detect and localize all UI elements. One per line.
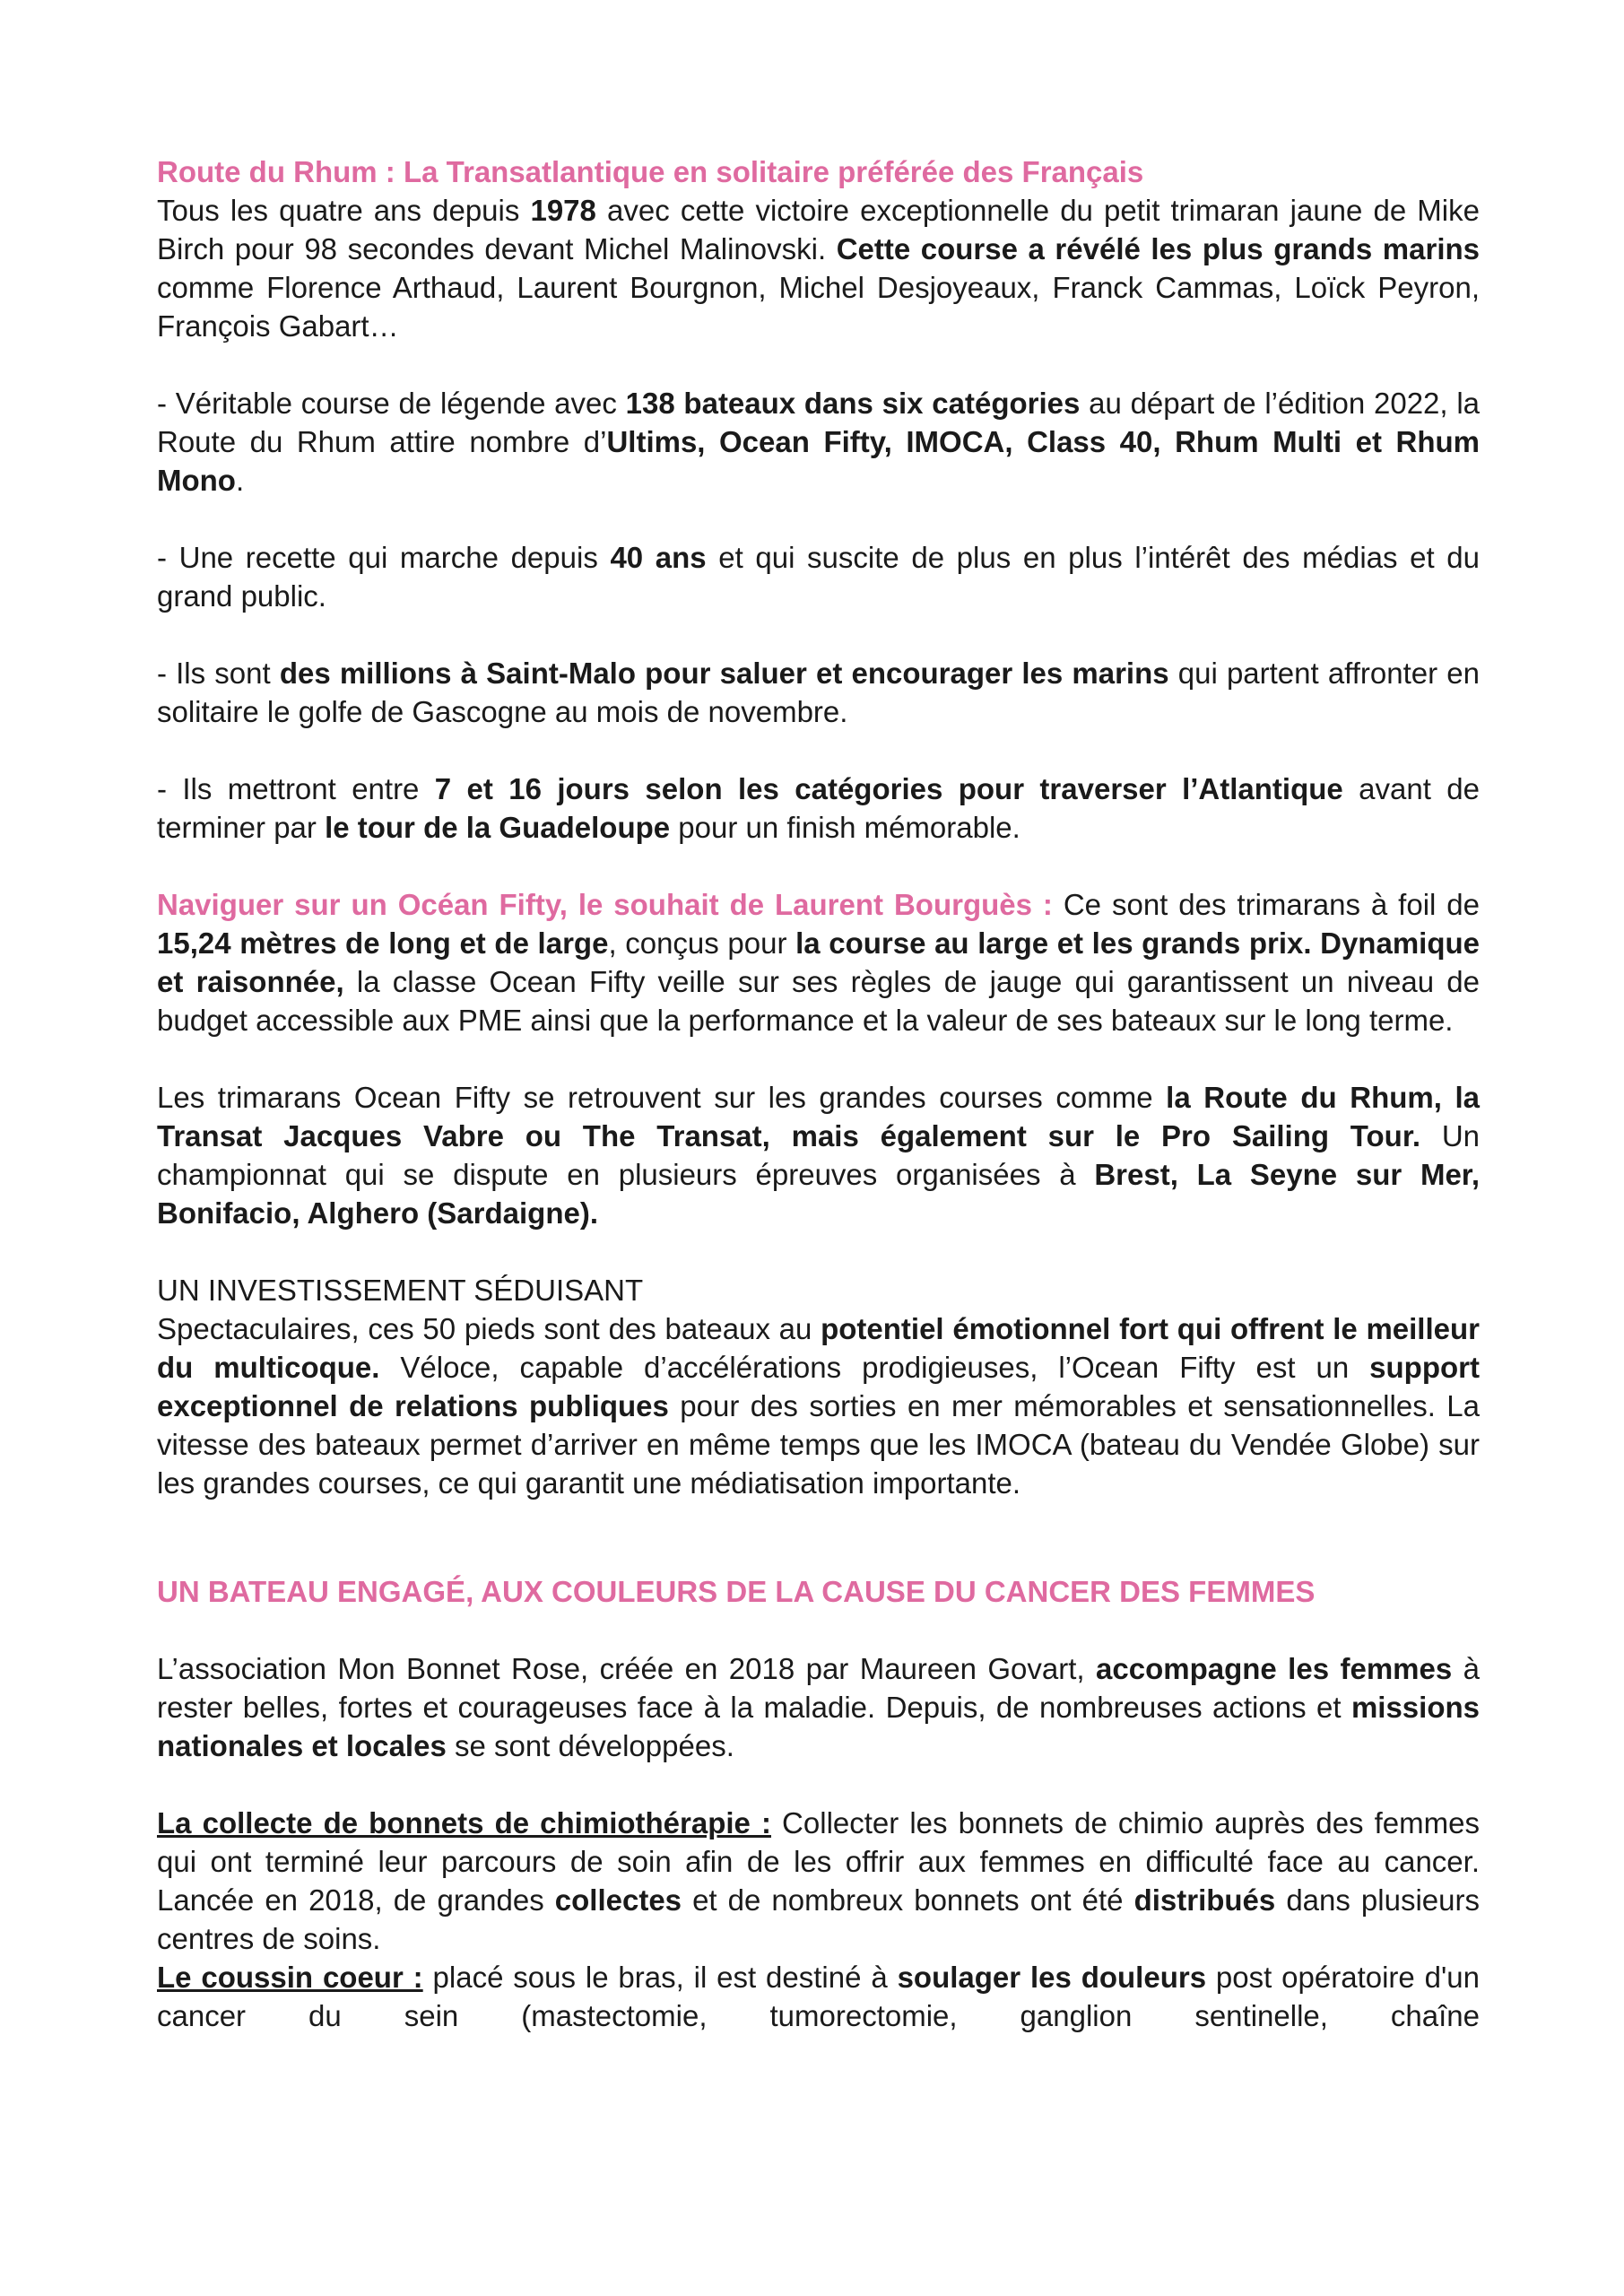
text-run: Tous les quatre ans depuis: [157, 194, 531, 227]
bold-text-run: la course au large et les grands prix. Dynamique et raisonnée,: [157, 926, 1481, 998]
bold-text-run: la Route du Rhum, la Transat Jacques Vabre ou The Transat, mais également sur le Pro Sailing Tour.: [157, 1081, 1480, 1152]
text-run: , conçus pour: [608, 926, 796, 960]
ocean-fifty-races-paragraph: [157, 1078, 1480, 1232]
text-run: - Ils mettront entre: [157, 772, 435, 805]
text-run: se sont développées.: [446, 1729, 734, 1762]
section-heading-ocean-fifty: Naviguer sur un Océan Fifty, le souhait de Laurent Bourguès :: [157, 888, 1053, 921]
section-heading-route-du-rhum: Route du Rhum : La Transatlantique en solitaire préférée des Français: [157, 155, 1144, 188]
bold-text-run: collectes: [554, 1883, 682, 1917]
text-run: dans plusieurs centres de soins.: [157, 1883, 1480, 1955]
text-run: L’association Mon Bonnet Rose, créée en 2018 par Maureen Govart,: [157, 1652, 1097, 1685]
bold-text-run: distribués: [1133, 1883, 1276, 1917]
route-du-rhum-section: [157, 152, 1480, 345]
text-run: post opératoire d'un cancer du sein (mastectomie, tumorectomie, ganglion sentinelle, chaîne: [157, 1961, 1480, 2032]
bold-text-run: soulager les douleurs: [897, 1961, 1207, 1994]
text-run: et de nombreux bonnets ont été: [682, 1883, 1134, 1917]
text-run: placé sous le bras, il est destiné à: [422, 1961, 898, 1994]
text-run: - Une recette qui marche depuis: [157, 541, 611, 574]
bold-text-run: Cette course a révélé les plus grands marins: [836, 232, 1480, 265]
text-run: Ce sont des trimarans à foil de: [1052, 888, 1480, 921]
text-run: comme Florence Arthaud, Laurent Bourgnon, Michel Desjoyeaux, Franck Cammas, Loïck Peyron, François Gabart…: [157, 271, 1480, 343]
association-paragraph: [157, 1649, 1480, 1765]
text-run: Un championnat qui se dispute en plusieurs épreuves organisées à: [157, 1119, 1480, 1191]
text-run: avec cette victoire exceptionnelle du petit trimaran jaune de Mike Birch pour 98 secondes devant Michel Malinovski.: [157, 194, 1480, 265]
text-run: Collecter les bonnets de chimio auprès des femmes qui ont terminé leur parcours de soin afin de les offrir aux femmes en difficulté face au cancer. Lancée en 2018, de grandes: [157, 1806, 1480, 1917]
text-run: .: [235, 464, 245, 497]
text-run: à rester belles, fortes et courageuses face à la maladie. Depuis, de nombreuses actions et: [157, 1652, 1480, 1724]
bullet-paragraph-recipe: [157, 538, 1480, 615]
bullet-paragraph-saint-malo: [157, 654, 1480, 731]
bold-text-run: Brest, La Seyne sur Mer, Bonifacio, Alghero (Sardaigne).: [157, 1158, 1480, 1230]
bold-text-run: 15,24 mètres de long et de large: [157, 926, 609, 960]
text-run: avant de terminer par: [157, 772, 1480, 844]
heart-cushion-paragraph: [157, 1958, 1480, 2035]
text-run: qui partent affronter en solitaire le golfe de Gascogne au mois de novembre.: [157, 657, 1480, 728]
text-run: - Ils sont: [157, 657, 280, 690]
text-run: la classe Ocean Fifty veille sur ses règles de jauge qui garantissent un niveau de budget accessible aux PME ainsi que la performance et la valeur de ses bateaux sur le long terme.: [157, 965, 1481, 1037]
text-run: pour des sorties en mer mémorables et sensationnelles. La vitesse des bateaux permet d’arriver en même temps que les IMOCA (bateau du Vendée Globe) sur les grandes courses, ce qui garantit une médiatisation importante.: [157, 1389, 1480, 1500]
underlined-subheading: Le coussin coeur :: [157, 1961, 423, 1994]
bold-text-run: le tour de la Guadeloupe: [325, 811, 671, 844]
bold-text-run: Ultims, Ocean Fifty, IMOCA, Class 40, Rhum Multi et Rhum Mono: [157, 425, 1481, 497]
section-heading-investment: UN INVESTISSEMENT SÉDUISANT: [157, 1274, 644, 1307]
bold-text-run: potentiel émotionnel fort qui offrent le meilleur du multicoque.: [157, 1312, 1480, 1384]
text-run: Véloce, capable d’accélérations prodigieuses, l’Ocean Fifty est un: [379, 1351, 1370, 1384]
bold-text-run: 7 et 16 jours selon les catégories pour traverser l’Atlantique: [434, 772, 1343, 805]
text-run: Les trimarans Ocean Fifty se retrouvent sur les grandes courses comme: [157, 1081, 1167, 1114]
document-page: [157, 152, 1480, 2035]
underlined-subheading: La collecte de bonnets de chimiothérapie :: [157, 1806, 771, 1839]
text-run: pour un finish mémorable.: [670, 811, 1020, 844]
bold-text-run: 40 ans: [610, 541, 707, 574]
bold-text-run: missions nationales et locales: [157, 1691, 1480, 1762]
text-run: - Véritable course de légende avec: [157, 387, 626, 420]
section-heading-engaged-boat: [157, 1572, 1480, 1611]
engaged-boat-heading-text: UN BATEAU ENGAGÉ, AUX COULEURS DE LA CAUSE DU CANCER DES FEMMES: [157, 1575, 1316, 1608]
bullet-paragraph-legend: [157, 384, 1480, 500]
text-run: Spectaculaires, ces 50 pieds sont des bateaux au: [157, 1312, 821, 1345]
bold-text-run: 138 bateaux dans six catégories: [625, 387, 1081, 420]
bold-text-run: support exceptionnel de relations publiques: [157, 1351, 1480, 1422]
bold-text-run: des millions à Saint-Malo pour saluer et encourager les marins: [279, 657, 1169, 690]
ocean-fifty-paragraph: [157, 885, 1480, 1039]
text-run: au départ de l’édition 2022, la Route du Rhum attire nombre d’: [157, 387, 1481, 458]
investment-section: [157, 1271, 1480, 1502]
text-run: et qui suscite de plus en plus l’intérêt des médias et du grand public.: [157, 541, 1480, 613]
bold-text-run: 1978: [530, 194, 596, 227]
collect-bonnets-paragraph: [157, 1804, 1480, 1958]
bullet-paragraph-atlantic: [157, 770, 1480, 847]
bold-text-run: accompagne les femmes: [1096, 1652, 1453, 1685]
